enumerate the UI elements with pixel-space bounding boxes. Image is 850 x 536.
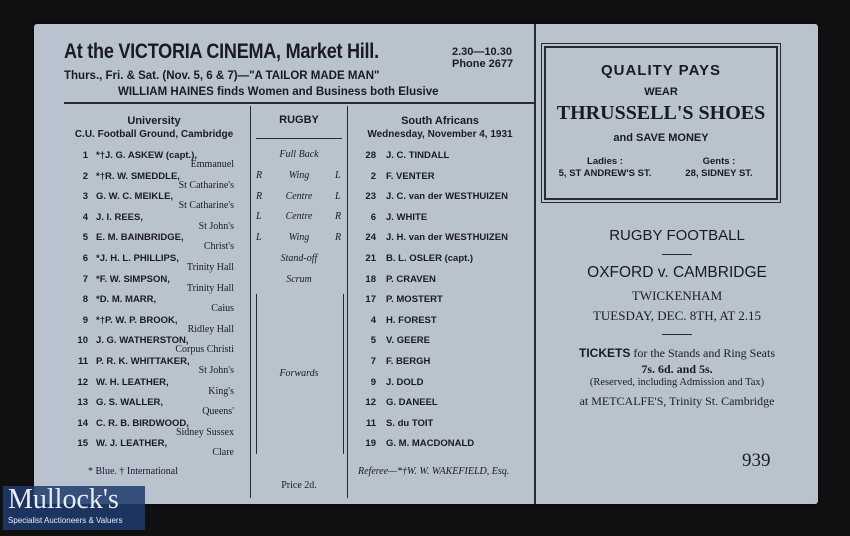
player-number: 15 xyxy=(77,438,88,450)
player-number: 24 xyxy=(365,232,376,244)
player-name: B. L. OSLER (capt.) xyxy=(386,253,474,264)
player-college: Caius xyxy=(211,303,234,315)
match-date: Wednesday, November 4, 1931 xyxy=(367,129,513,140)
player-name: P. MOSTERT xyxy=(386,294,443,306)
tickets-label: TICKETS xyxy=(579,346,631,360)
film-tagline: WILLIAM HAINES finds Women and Business both Elusive xyxy=(118,86,439,98)
position-side-right: R xyxy=(335,232,342,244)
watermark-tagline: Specialist Auctioneers & Valuers xyxy=(8,516,123,525)
ground-name: C.U. Football Ground, Cambridge xyxy=(74,129,234,140)
advert-brand: THRUSSELL'S SHOES xyxy=(556,102,766,124)
player-college: Sidney Sussex xyxy=(175,426,234,438)
player-number: 6 xyxy=(370,211,376,223)
fixture-title: RUGBY FOOTBALL xyxy=(609,227,745,244)
programme-card xyxy=(34,24,818,504)
player-number: 4 xyxy=(370,314,376,326)
position-label: Centre xyxy=(285,190,313,202)
south-africans-title: South Africans xyxy=(401,115,479,127)
player-name: J. WHITE xyxy=(386,211,428,223)
player-name: P. CRAVEN xyxy=(386,273,436,285)
player-number: 6 xyxy=(82,253,88,264)
position-label: Stand-off xyxy=(280,253,318,264)
player-number: 5 xyxy=(370,335,376,347)
gents-label: Gents : xyxy=(702,156,736,167)
player-college: Trinity Hall xyxy=(186,262,234,273)
player-number: 2 xyxy=(370,170,376,182)
university-heading xyxy=(64,115,244,141)
position-side-right: L xyxy=(335,190,341,202)
player-name: P. R. K. WHITTAKER, xyxy=(96,356,190,367)
rugby-heading-rule xyxy=(256,138,342,139)
player-name: W. H. LEATHER, xyxy=(96,376,169,388)
player-number: 23 xyxy=(365,191,376,203)
player-name: G. DANEEL xyxy=(386,397,438,409)
player-name: *D. M. MARR, xyxy=(96,294,157,306)
watermark-brand: Mullock's xyxy=(8,484,119,515)
forwards-brace-right xyxy=(343,294,344,454)
advert-line-1: QUALITY PAYS xyxy=(600,62,722,79)
fixture-match: OXFORD v. CAMBRIDGE xyxy=(587,264,767,281)
position-label: Centre xyxy=(285,211,313,223)
ticket-agent: at METCALFE'S, Trinity St. Cambridge xyxy=(579,394,775,408)
player-college: Queens' xyxy=(202,406,234,418)
player-name: S. du TOIT xyxy=(386,417,434,429)
position-side-left: L xyxy=(256,232,262,244)
player-name: C. R. B. BIRDWOOD, xyxy=(96,417,189,429)
player-name: E. M. BAINBRIDGE, xyxy=(96,232,184,244)
player-name: F. VENTER xyxy=(386,170,435,182)
gents-shop xyxy=(664,156,774,180)
auctioneer-watermark xyxy=(3,486,145,530)
position-label: Full Back xyxy=(279,149,319,160)
programme-number: 939 xyxy=(742,450,771,471)
tickets-line xyxy=(539,346,815,361)
player-number: 17 xyxy=(365,294,376,306)
fixture-rule-2 xyxy=(662,334,692,335)
player-name: J. C. TINDALL xyxy=(386,150,450,161)
player-name: *†J. G. ASKEW (capt.), xyxy=(96,150,197,161)
position-label: Wing xyxy=(288,232,310,244)
position-side-right: L xyxy=(335,169,341,181)
player-college: St John's xyxy=(198,365,234,376)
position-side-left: L xyxy=(256,211,262,223)
player-college: Trinity Hall xyxy=(186,282,234,294)
advert-line-2: WEAR xyxy=(644,86,678,98)
programme-price: Price 2d. xyxy=(281,480,317,491)
player-number: 13 xyxy=(77,397,88,409)
player-number: 7 xyxy=(82,273,88,285)
position-side-left: R xyxy=(256,169,263,181)
player-number: 7 xyxy=(370,356,376,367)
ladies-label: Ladies : xyxy=(587,156,623,167)
player-name: J. C. van der WESTHUIZEN xyxy=(386,191,508,203)
player-number: 10 xyxy=(77,335,88,347)
reserved-note: (Reserved, including Admission and Tax) xyxy=(589,377,765,388)
player-number: 11 xyxy=(77,356,88,367)
player-name: G. W. C. MEIKLE, xyxy=(96,191,174,203)
player-name: J. G. WATHERSTON, xyxy=(96,335,189,347)
ticket-prices: 7s. 6d. and 5s. xyxy=(641,362,713,376)
player-name: G. S. WALLER, xyxy=(96,397,164,409)
cinema-times xyxy=(452,46,513,70)
player-college: St John's xyxy=(198,220,234,232)
player-number: 2 xyxy=(82,170,88,182)
player-college: Corpus Christi xyxy=(175,344,234,356)
player-name: J. H. van der WESTHUIZEN xyxy=(386,232,508,244)
rugby-heading: RUGBY xyxy=(279,114,319,126)
player-college: Emmanuel xyxy=(190,159,234,170)
advert-line-4: and SAVE MONEY xyxy=(613,132,709,144)
position-label: Scrum xyxy=(286,273,312,285)
player-number: 11 xyxy=(365,417,376,429)
player-name: W. J. LEATHER, xyxy=(96,438,168,450)
player-name: V. GEERE xyxy=(386,335,431,347)
player-name: G. M. MACDONALD xyxy=(386,438,475,450)
tickets-text: for the Stands and Ring Seats xyxy=(633,346,775,360)
fixture-rule-1 xyxy=(662,254,692,255)
phone-number: Phone 2677 xyxy=(452,58,514,70)
player-name: *J. H. L. PHILLIPS, xyxy=(96,253,179,264)
player-name: F. BERGH xyxy=(386,356,431,367)
player-college: Ridley Hall xyxy=(187,323,234,335)
ladies-address: 5, ST ANDREW'S ST. xyxy=(558,168,652,179)
player-college: Clare xyxy=(212,447,234,459)
position-side-right: R xyxy=(335,211,342,223)
fixture-venue: TWICKENHAM xyxy=(631,288,723,303)
column-divider-2 xyxy=(347,106,348,498)
player-name: J. DOLD xyxy=(386,376,424,388)
player-name: *†P. W. P. BROOK, xyxy=(96,314,178,326)
gents-address: 28, SIDNEY ST. xyxy=(685,168,753,179)
player-number: 19 xyxy=(365,438,376,450)
film-listing: Thurs., Fri. & Sat. (Nov. 5, 6 & 7)—"A TAILOR MADE MAN" xyxy=(64,70,380,82)
player-college: King's xyxy=(208,385,234,397)
forwards-brace-left xyxy=(256,294,257,454)
position-side-left: R xyxy=(256,190,263,202)
player-name: *F. W. SIMPSON, xyxy=(96,273,170,285)
player-number: 12 xyxy=(365,397,376,409)
key-footnote: * Blue. † International xyxy=(88,466,178,477)
player-number: 9 xyxy=(82,314,88,326)
university-title: University xyxy=(127,115,181,127)
player-number: 8 xyxy=(82,294,88,306)
south-africans-heading xyxy=(350,115,530,141)
fixture-date: TUESDAY, DEC. 8TH, AT 2.15 xyxy=(592,308,762,323)
player-college: St Catharine's xyxy=(178,179,234,191)
position-label: Wing xyxy=(288,169,310,181)
forwards-label: Forwards xyxy=(279,368,319,379)
player-name: H. FOREST xyxy=(386,314,437,326)
player-college: St Catharine's xyxy=(178,200,234,212)
player-number: 5 xyxy=(82,232,88,244)
cinema-title: At the VICTORIA CINEMA, Market Hill. xyxy=(64,40,379,63)
player-number: 21 xyxy=(365,253,376,264)
player-number: 28 xyxy=(365,150,376,161)
player-number: 9 xyxy=(370,376,376,388)
header-rule xyxy=(64,102,536,104)
shoe-advert xyxy=(544,46,778,200)
player-number: 4 xyxy=(82,211,88,223)
player-name: J. I. REES, xyxy=(96,211,143,223)
player-number: 3 xyxy=(82,191,88,203)
player-college: Christ's xyxy=(203,241,234,253)
player-number: 1 xyxy=(82,150,88,161)
column-divider-1 xyxy=(250,106,251,498)
player-number: 18 xyxy=(365,273,376,285)
ladies-shop xyxy=(550,156,660,180)
player-number: 12 xyxy=(77,376,88,388)
player-number: 14 xyxy=(77,417,88,429)
show-times: 2.30—10.30 xyxy=(452,46,512,58)
player-name: *†R. W. SMEDDLE, xyxy=(96,170,180,182)
referee: Referee—*†W. W. WAKEFIELD, Esq. xyxy=(358,466,510,477)
